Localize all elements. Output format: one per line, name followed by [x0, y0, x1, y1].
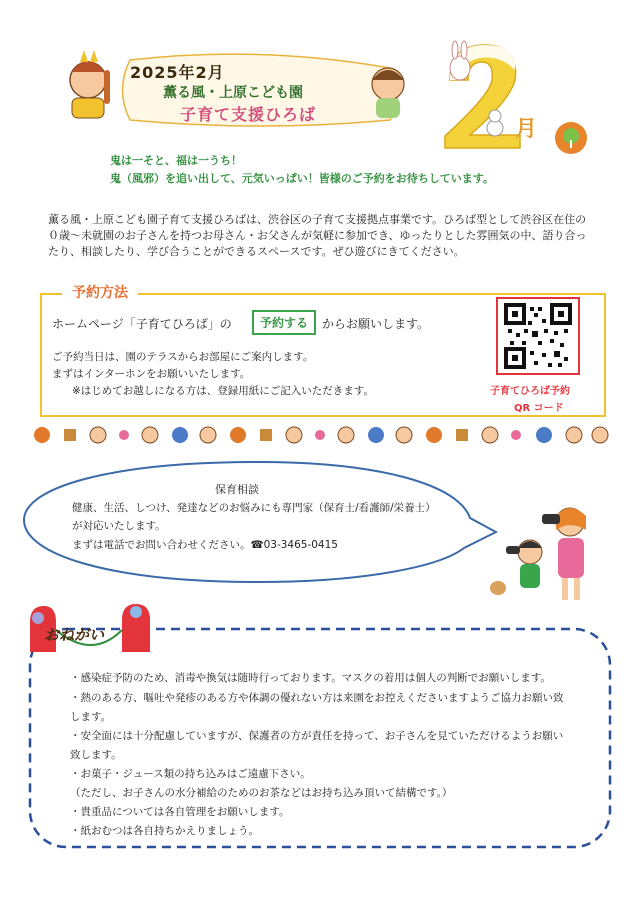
- year-month-title: 2025年2月: [130, 63, 225, 82]
- bean-box-icon: [456, 429, 468, 441]
- greeting-line-1: 鬼は一そと、福は一うち！: [110, 154, 242, 167]
- flower-icon: [315, 430, 325, 440]
- snowman-icon: [487, 110, 503, 136]
- reservation-qr-code[interactable]: [496, 297, 580, 375]
- binocular-kids-illustration: [490, 500, 605, 605]
- mother-illustration: [542, 508, 586, 600]
- oni-face-icon: [230, 427, 246, 443]
- mouse-icon: [32, 612, 44, 624]
- month-suffix: 月: [515, 117, 538, 142]
- request-item: ・感染症予防のため、消毒や換気は随時行っております。マスクの着用は個人の判断でお願いします。: [70, 672, 551, 684]
- request-item: ・紙おむつは各自持ちかえりましょう。: [70, 825, 259, 837]
- reservation-note-3: ※はじめてお越しになる方は、登録用紙にご記入いただきます。: [72, 385, 374, 397]
- reservation-instruction: ホームページ「子育てひろば」の: [52, 317, 232, 331]
- bean-box-icon: [64, 429, 76, 441]
- qr-label-caption: QR コード: [514, 403, 564, 414]
- child-face-icon: [142, 427, 158, 443]
- greeting-line-2: 鬼（風邪）を追い出して、元気いっぱい！皆様のご予約をお待ちしています。: [110, 172, 494, 185]
- oni-face-icon: [34, 427, 50, 443]
- reserve-button[interactable]: 予約する: [252, 310, 316, 335]
- oni-child-illustration: [70, 50, 110, 118]
- decorative-border-row: [30, 424, 610, 446]
- request-item: します。: [70, 711, 112, 723]
- oni-face-icon: [426, 427, 442, 443]
- reservation-note-2: まずはインターホンをお願いいたします。: [52, 368, 251, 380]
- reservation-instruction-suffix: からお願いします。: [322, 317, 430, 331]
- requests-label: おねがい: [44, 626, 105, 644]
- girl-with-mask-illustration: [372, 68, 404, 118]
- consultation-line-1: 健康、生活、しつけ、発達などのお悩みにも専門家（保育士/看護師/栄養士）: [72, 502, 436, 514]
- oni-face-icon: [368, 427, 384, 443]
- request-item: 致します。: [70, 749, 122, 761]
- flower-icon: [119, 430, 129, 440]
- bunny-icon: [450, 41, 470, 80]
- request-item: ・お菓子・ジュース類の持ち込みはご遠慮下さい。: [70, 768, 311, 780]
- flower-icon: [511, 430, 521, 440]
- qr-code-icon: [498, 299, 578, 373]
- consultation-phone[interactable]: まずは電話でお問い合わせください。☎03-3465-0415: [72, 539, 338, 551]
- consultation-line-2: が対応いたします。: [72, 520, 166, 532]
- dog-icon: [490, 581, 506, 595]
- consultation-title: 保育相談: [215, 483, 259, 496]
- child-face-icon: [90, 427, 106, 443]
- mouse-icon: [130, 606, 142, 618]
- child-face-icon: [200, 427, 216, 443]
- qr-label-title: 子育てひろば予約: [490, 386, 570, 397]
- request-item: ・貴重品については各自管理をお願いします。: [70, 806, 290, 818]
- child-face-icon: [338, 427, 354, 443]
- request-item: （ただし、お子さんの水分補給のためのお茶などはお持ち込み頂いて結構です。）: [70, 787, 453, 799]
- child-face-icon: [566, 427, 582, 443]
- oni-face-icon: [172, 427, 188, 443]
- boy-illustration: [506, 540, 542, 588]
- reservation-title: 予約方法: [62, 282, 138, 302]
- school-logo-icon: [555, 122, 587, 154]
- bean-box-icon: [260, 429, 272, 441]
- intro-paragraph: 薫る風・上原こども園子育て支援ひろばは、渋谷区の子育て支援拠点事業です。ひろば型として渋谷区在住の０歳～未就園のお子さんを持つお母さん・お父さんが気軽に参加でき、ゆったりとした雰囲気の中、語り合ったり、相談したり、学び合うことができるスペースです。ぜひ遊びにきてください。: [48, 213, 587, 258]
- child-face-icon: [592, 427, 608, 443]
- school-name: 薫る風・上原こども園: [163, 85, 303, 101]
- reservation-note-1: ご予約当日は、園のテラスからお部屋にご案内します。: [52, 351, 314, 363]
- setsubun-characters-border: [30, 424, 610, 446]
- request-item: ・安全面には十分配慮していますが、保護者の方が責任を持って、お子さんを見ていただけるようお願い: [70, 730, 564, 742]
- program-name: 子育て支援ひろば: [180, 105, 317, 124]
- child-face-icon: [396, 427, 412, 443]
- child-face-icon: [286, 427, 302, 443]
- child-face-icon: [482, 427, 498, 443]
- request-item: ・熱のある方、嘔吐や発疹のある方や体調の優れない方は来園をお控えくださいますようご協力お願い致: [70, 692, 564, 704]
- oni-face-icon: [536, 427, 552, 443]
